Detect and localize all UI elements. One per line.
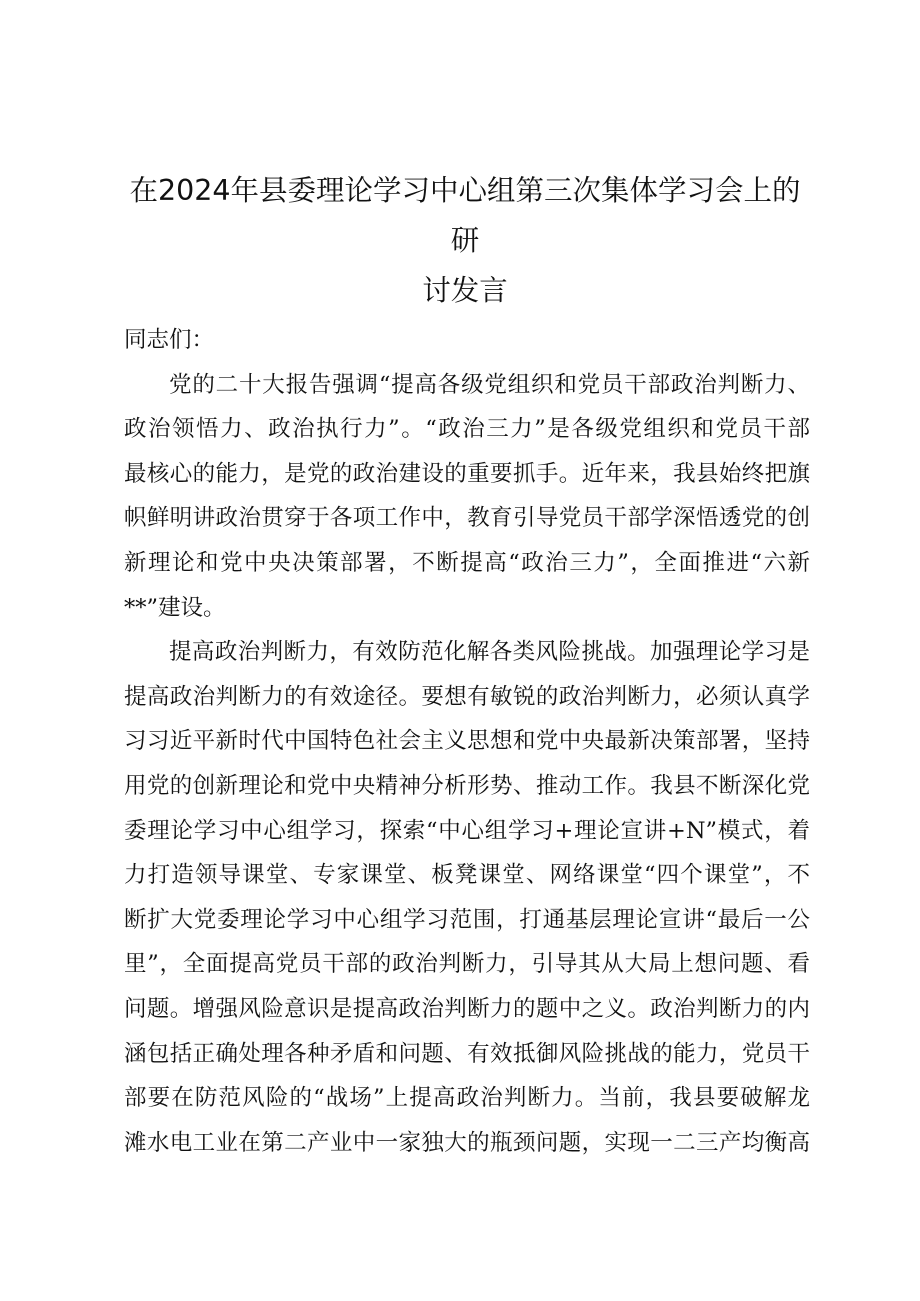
paragraph-line: **”建设。 bbox=[124, 594, 226, 621]
paragraph-line: 委理论学习中心组学习，探索“中心组学习+理论宣讲+N”模式，着 bbox=[124, 817, 810, 844]
paragraph-line: 提高政治判断力，有效防范化解各类风险挑战。加强理论学习是 bbox=[169, 639, 810, 666]
paragraph-line: 涵包括正确处理各种矛盾和问题、有效抵御风险挑战的能力，党员干 bbox=[124, 1040, 810, 1067]
paragraph-line: 提高政治判断力的有效途径。要想有敏锐的政治判断力，必须认真学 bbox=[124, 683, 810, 710]
paragraph-line: 滩水电工业在第二产业中一家独大的瓶颈问题，实现一二三产均衡高 bbox=[124, 1129, 810, 1156]
salutation: 同志们： bbox=[124, 327, 215, 353]
paragraph-line: 力打造领导课堂、专家课堂、板凳课堂、网络课堂“四个课堂”，不 bbox=[124, 862, 810, 889]
document-title bbox=[120, 166, 810, 316]
paragraph-line: 里”，全面提高党员干部的政治判断力，引导其从大局上想问题、看 bbox=[124, 951, 810, 978]
paragraph-line: 政治领悟力、政治执行力”。“政治三力”是各级党组织和党员干部 bbox=[124, 416, 810, 443]
paragraph-line: 帜鲜明讲政治贯穿于各项工作中，教育引导党员干部学深悟透党的创 bbox=[124, 505, 810, 532]
document-body bbox=[124, 318, 810, 1165]
title-line-1: 在2024年县委理论学习中心组第三次集体学习会上的研 bbox=[129, 174, 801, 257]
paragraph-line: 最核心的能力，是党的政治建设的重要抓手。近年来，我县始终把旗 bbox=[124, 460, 810, 487]
title-line-2: 讨发言 bbox=[422, 274, 508, 307]
paragraph-line: 断扩大党委理论学习中心组学习范围，打通基层理论宣讲“最后一公 bbox=[124, 906, 810, 933]
paragraph-line: 问题。增强风险意识是提高政治判断力的题中之义。政治判断力的内 bbox=[124, 995, 810, 1022]
paragraph-line: 习习近平新时代中国特色社会主义思想和党中央最新决策部署，坚持 bbox=[124, 728, 810, 755]
paragraph-line: 部要在防范风险的“战场”上提高政治判断力。当前，我县要破解龙 bbox=[124, 1085, 810, 1112]
paragraph-line: 用党的创新理论和党中央精神分析形势、推动工作。我县不断深化党 bbox=[124, 772, 810, 799]
paragraph-2 bbox=[124, 630, 810, 1165]
paragraph-line: 党的二十大报告强调“提高各级党组织和党员干部政治判断力、 bbox=[169, 371, 810, 398]
paragraph-1 bbox=[124, 363, 810, 631]
paragraph-line: 新理论和党中央决策部署，不断提高“政治三力”，全面推进“六新 bbox=[124, 549, 810, 576]
